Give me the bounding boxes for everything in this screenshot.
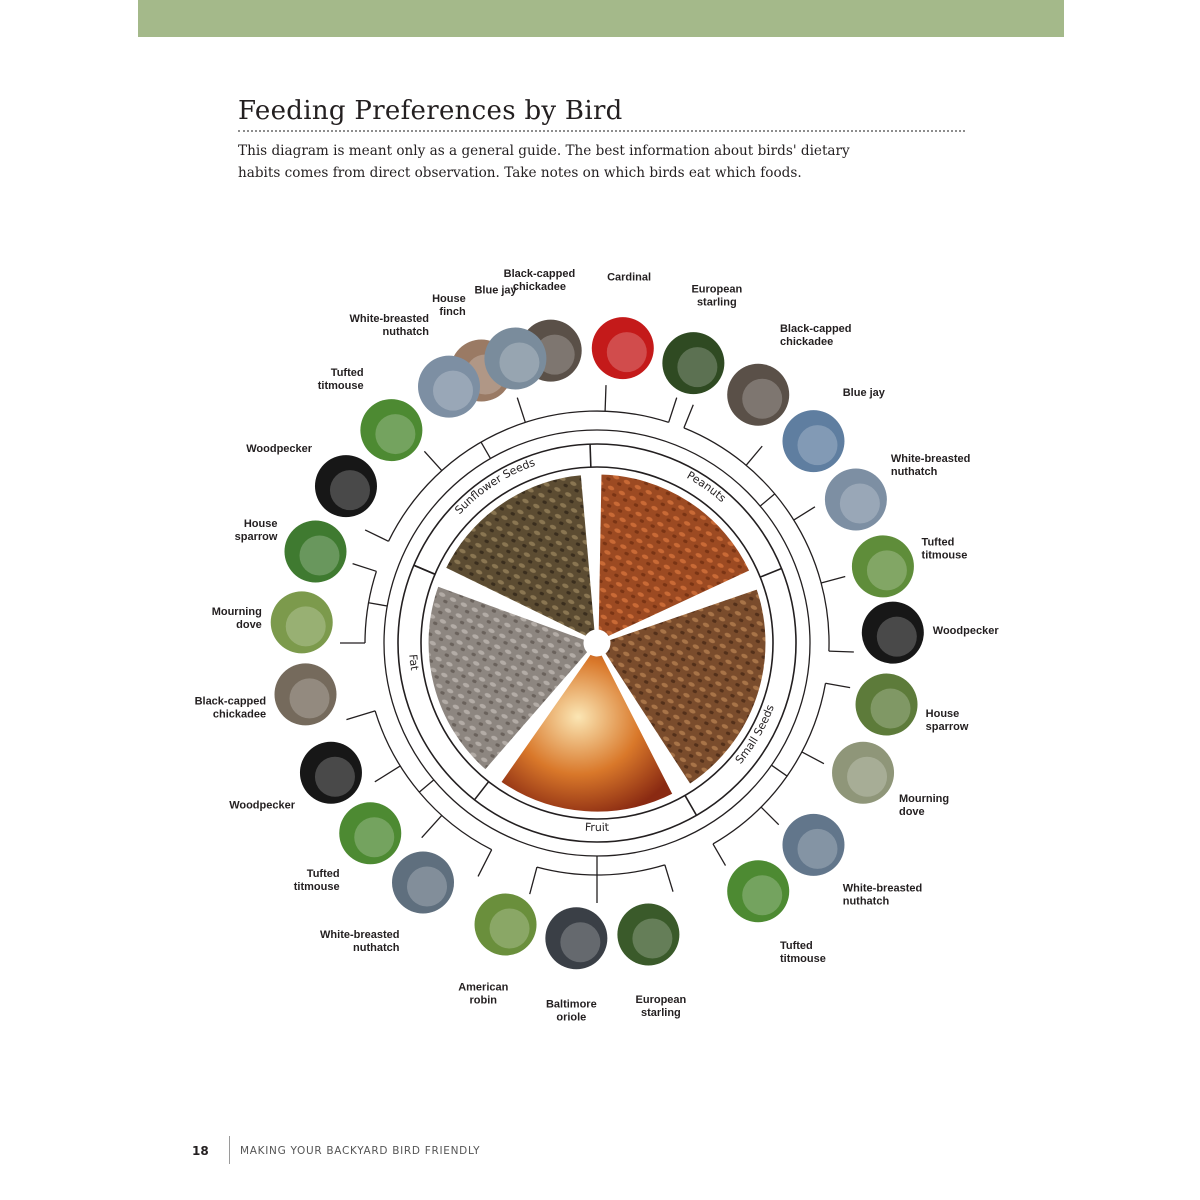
bird-photo-highlight: [560, 922, 600, 962]
bird-photo-highlight: [407, 866, 447, 906]
bird-photo: [300, 742, 362, 804]
bracket-spoke: [353, 564, 377, 572]
bird-photo-highlight: [499, 342, 539, 382]
peanuts-food-label: Peanuts: [684, 468, 729, 505]
bracket-spoke: [794, 507, 815, 520]
page-title: Feeding Preferences by Bird: [238, 96, 623, 126]
bird-photo: [392, 851, 454, 913]
bird-label: Black-capped chickadee: [194, 695, 267, 721]
bird-photo: [617, 904, 679, 966]
bird-label: White-breasted nuthatch: [349, 312, 429, 338]
bird-photo-highlight: [742, 379, 782, 419]
food-divider: [685, 795, 697, 815]
food-divider: [414, 565, 435, 574]
bird-photo: [315, 455, 377, 517]
bird-label: Black-capped chickadee: [503, 268, 576, 294]
group-tick: [419, 780, 434, 792]
bird-label: Woodpecker: [246, 442, 313, 455]
bird-label: Blue jay: [842, 387, 885, 400]
bracket-spoke: [346, 711, 375, 720]
bird-label: White-breasted nuthatch: [890, 453, 971, 479]
bird-photo: [852, 535, 914, 597]
bird-label: Black-capped chickadee: [779, 322, 852, 348]
bird-label: Cardinal: [607, 271, 652, 284]
bracket-spoke: [605, 385, 606, 411]
bird-label: White-breasted nuthatch: [842, 882, 923, 908]
food-divider: [760, 568, 781, 577]
bird-label: Mourning dove: [898, 792, 950, 818]
bird-photo-highlight: [330, 470, 370, 510]
bracket-spoke: [424, 451, 441, 470]
bracket-spoke: [365, 530, 388, 541]
group-tick: [771, 765, 787, 776]
bracket-spoke: [422, 815, 442, 837]
food-divider: [474, 782, 488, 800]
bird-photo-highlight: [742, 875, 782, 915]
bracket-spoke: [517, 398, 525, 423]
bracket-spoke: [821, 576, 845, 582]
bird-label: Baltimore oriole: [545, 998, 597, 1024]
bird-photo-highlight: [797, 425, 837, 465]
bird-label: Tufted titmouse: [317, 366, 364, 392]
bracket-spoke: [802, 752, 824, 764]
running-head: MAKING YOUR BACKYARD BIRD FRIENDLY: [240, 1145, 481, 1157]
bird-photo: [832, 742, 894, 804]
group-tick: [481, 442, 491, 458]
bird-label: House finch: [432, 292, 466, 318]
bird-photo: [274, 663, 336, 725]
intro-paragraph: This diagram is meant only as a general guide. The best information about birds' dietary habits comes from direct observation. Take notes on which birds eat which foods.: [238, 143, 850, 181]
bird-photo-highlight: [315, 757, 355, 797]
bracket-spoke: [713, 844, 726, 866]
group-bracket: [365, 571, 376, 643]
bird-photo-highlight: [354, 817, 394, 857]
bird-photo-highlight: [433, 371, 473, 411]
bird-label: Mourning dove: [211, 605, 262, 631]
bird-label: Blue jay: [474, 284, 517, 297]
bird-photo-highlight: [632, 919, 672, 959]
bird-label: Woodpecker: [932, 625, 999, 638]
bird-photo: [360, 399, 422, 461]
bird-photo: [782, 410, 844, 472]
bird-photo: [782, 814, 844, 876]
bracket-spoke: [761, 807, 779, 825]
group-bracket: [537, 865, 665, 875]
bird-photo-highlight: [871, 689, 911, 729]
bird-photo: [727, 364, 789, 426]
fat-food-label: Fat: [406, 653, 421, 672]
bracket-spoke: [530, 867, 537, 894]
bird-photo-highlight: [840, 483, 880, 523]
fruit-food-label: Fruit: [584, 820, 610, 835]
bracket-spoke: [829, 651, 854, 652]
bird-photo: [475, 894, 537, 956]
bracket-spoke: [665, 865, 673, 892]
bird-photo-highlight: [375, 414, 415, 454]
bird-label: House sparrow: [925, 708, 969, 734]
bird-photo-highlight: [289, 678, 329, 718]
group-tick: [760, 494, 775, 506]
bird-photo-highlight: [607, 332, 647, 372]
bird-photo-highlight: [847, 757, 887, 797]
small-food-label: Small Seeds: [732, 702, 777, 767]
bird-photo: [418, 356, 480, 418]
bird-photo: [825, 468, 887, 530]
bird-label: European starling: [691, 283, 743, 309]
bird-label: House sparrow: [234, 517, 278, 543]
sunflower-food-label: Sunflower Seeds: [452, 455, 537, 517]
bird-photo-highlight: [677, 347, 717, 387]
bird-photo-highlight: [797, 829, 837, 869]
bird-photo: [856, 674, 918, 736]
bird-photo: [284, 521, 346, 583]
bird-photo: [592, 317, 654, 379]
bird-photo: [662, 332, 724, 394]
food-divider: [590, 444, 591, 467]
bracket-spoke: [375, 766, 400, 782]
bird-label: Woodpecker: [229, 799, 296, 812]
bird-label: Tufted titmouse: [921, 536, 968, 562]
bird-photo: [484, 327, 546, 389]
bird-photo: [271, 591, 333, 653]
bird-label: European starling: [635, 993, 687, 1019]
bird-photo-highlight: [299, 536, 339, 576]
bracket-spoke: [825, 683, 850, 687]
bird-photo-highlight: [877, 617, 917, 657]
bird-photo: [339, 802, 401, 864]
bracket-spoke: [684, 405, 693, 428]
bracket-spoke: [746, 446, 762, 465]
bird-photo-highlight: [867, 550, 907, 590]
bird-photo-highlight: [490, 909, 530, 949]
footer-divider: [229, 1136, 230, 1164]
bracket-spoke: [478, 850, 492, 877]
group-tick: [369, 603, 388, 606]
bird-label: Tufted titmouse: [779, 940, 826, 966]
bird-label: White-breasted nuthatch: [320, 929, 400, 955]
bird-photo-highlight: [286, 606, 326, 646]
bird-label: American robin: [458, 981, 509, 1007]
bird-photo: [545, 907, 607, 969]
bird-photo: [727, 860, 789, 922]
bracket-spoke: [669, 398, 677, 423]
bird-label: Tufted titmouse: [293, 868, 340, 894]
bird-photo: [862, 602, 924, 664]
page-number: 18: [192, 1144, 209, 1158]
